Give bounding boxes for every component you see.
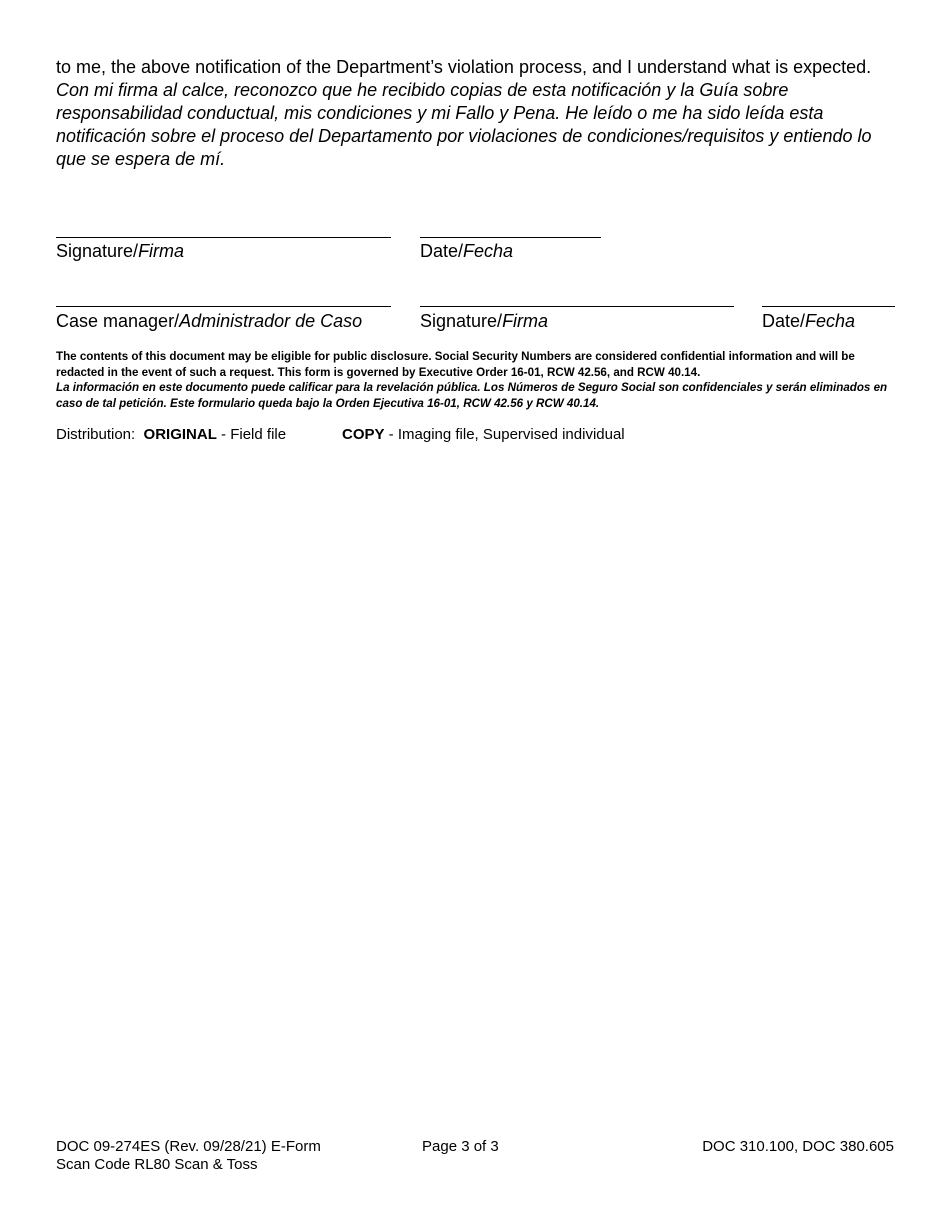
distribution-label: Distribution: (56, 426, 136, 443)
original-text: - Field file (216, 426, 287, 443)
scan-code: Scan Code RL80 Scan & Toss (56, 1156, 258, 1173)
case-manager-signature-line[interactable] (420, 306, 734, 307)
case-manager-line[interactable] (56, 306, 391, 307)
distribution-line (56, 426, 625, 443)
policy-references: DOC 310.100, DOC 380.605 (702, 1138, 894, 1155)
case-manager-date-line[interactable] (762, 306, 895, 307)
disclosure-spanish: La información en este documento puede calificar para la revelación pública. Los Números de Seguro Social son confidenciales y serán eliminados en caso de tal petición. Este formulario queda bajo la Orden Ejecutiva 16-01, RCW 42.56 y RCW 40.14. (56, 381, 888, 410)
footer-left (56, 1138, 321, 1174)
case-manager-date-label: Date/Fecha (762, 311, 856, 331)
acknowledgment-spanish: Con mi firma al calce, reconozco que he recibido copias de esta notificación y la Guía sobre responsabilidad conductual, mis condiciones y mi Fallo y Pena. He leído o me ha sido leída esta notificación sobre el proceso del Departamento por violaciones de condiciones/requisitos y entiendo lo que se espera de mí. (56, 80, 872, 169)
signature-line[interactable] (56, 237, 391, 238)
form-number: DOC 09-274ES (Rev. 09/28/21) E-Form (56, 1138, 321, 1155)
acknowledgment-english: to me, the above notification of the Department’s violation process, and I understand what is expected. (56, 57, 872, 77)
acknowledgment-text (56, 56, 896, 171)
disclosure-notice (56, 349, 891, 411)
date-label: Date/Fecha (420, 241, 514, 261)
date-line[interactable] (420, 237, 601, 238)
page-number: Page 3 of 3 (422, 1138, 499, 1155)
case-manager-label: Case manager/Administrador de Caso (56, 311, 363, 331)
signature-label: Signature/Firma (56, 241, 185, 261)
disclosure-english: The contents of this document may be eligible for public disclosure. Social Security Numbers are considered confidential information and will be redacted in the event of such a request. This form is governed by Executive Order 16-01, RCW 42.56, and RCW 40.14. (56, 350, 855, 379)
copy-entry (342, 426, 625, 443)
case-manager-signature-label: Signature/Firma (420, 311, 549, 331)
copy-text: - Imaging file, Supervised individual (384, 426, 625, 443)
copy-label: COPY (342, 426, 385, 443)
original-label: ORIGINAL (143, 426, 217, 443)
